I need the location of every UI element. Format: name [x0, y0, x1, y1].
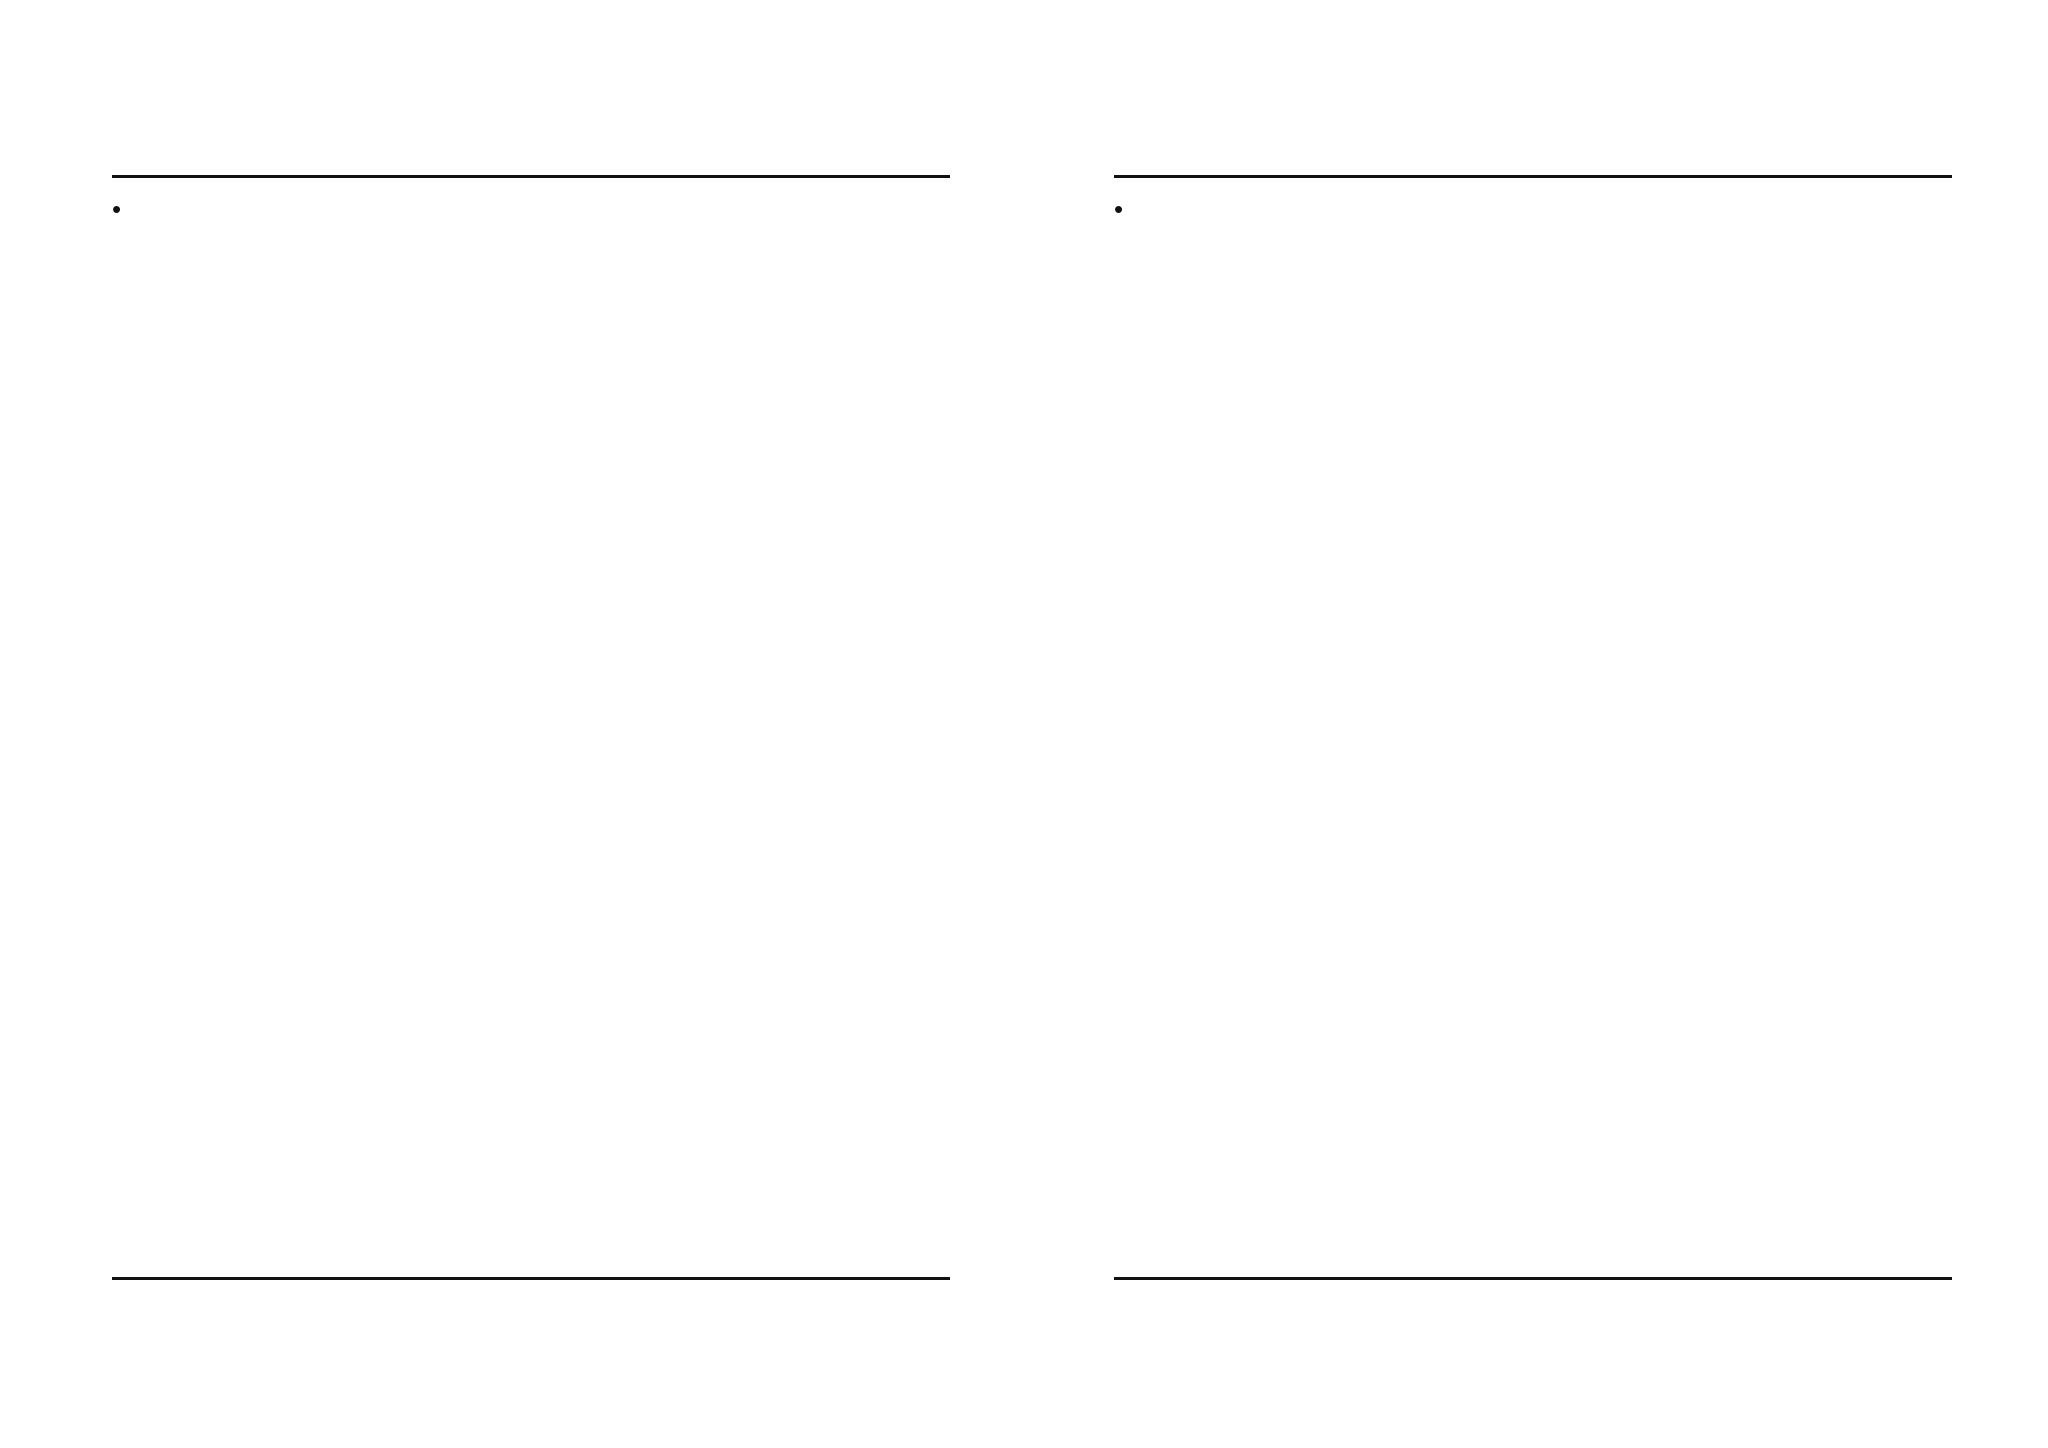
bullet-dot: •	[1114, 194, 1124, 224]
footer-rule	[1114, 1277, 1952, 1280]
footer-rule	[112, 1277, 950, 1280]
charts-case2	[1114, 0, 1964, 1260]
bullet-dot: •	[112, 194, 122, 224]
slide-page-case2	[1114, 0, 1964, 1448]
charts-case1	[112, 0, 962, 1260]
slide-page-case1	[112, 0, 962, 1448]
